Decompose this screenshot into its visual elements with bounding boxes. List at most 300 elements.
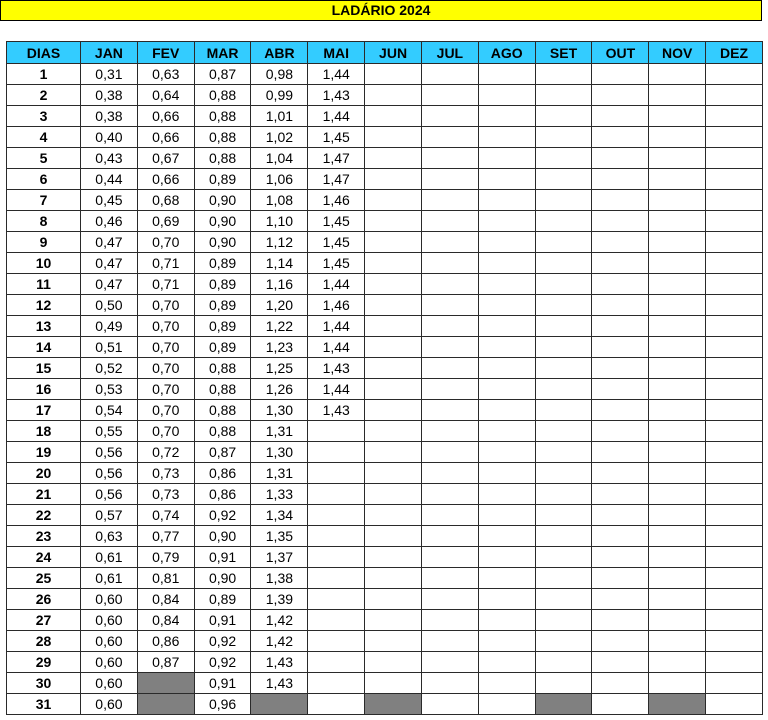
cell-mar: 0,90 — [194, 190, 251, 211]
cell-nov — [649, 127, 706, 148]
cell-jan: 0,61 — [81, 547, 138, 568]
cell-dez — [706, 694, 763, 715]
cell-fev: 0,66 — [137, 106, 194, 127]
cell-jan: 0,60 — [81, 610, 138, 631]
cell-mar: 0,92 — [194, 505, 251, 526]
cell-dez — [706, 295, 763, 316]
cell-jun — [365, 127, 422, 148]
cell-jul — [421, 232, 478, 253]
cell-dez — [706, 673, 763, 694]
cell-nov — [649, 631, 706, 652]
cell-jan: 0,63 — [81, 526, 138, 547]
cell-mar: 0,89 — [194, 295, 251, 316]
cell-jul — [421, 400, 478, 421]
cell-jul — [421, 190, 478, 211]
table-row — [7, 211, 763, 232]
cell-abr: 1,31 — [251, 421, 308, 442]
cell-dez — [706, 85, 763, 106]
cell-jan: 0,54 — [81, 400, 138, 421]
cell-dez — [706, 631, 763, 652]
cell-fev: 0,70 — [137, 295, 194, 316]
cell-set — [535, 442, 592, 463]
cell-out — [592, 148, 649, 169]
cell-nov — [649, 190, 706, 211]
cell-jun — [365, 400, 422, 421]
cell-set — [535, 463, 592, 484]
cell-out — [592, 358, 649, 379]
cell-ago — [478, 673, 535, 694]
cell-jun — [365, 547, 422, 568]
cell-nov — [649, 106, 706, 127]
cell-jul — [421, 316, 478, 337]
cell-jul — [421, 463, 478, 484]
cell-jan: 0,60 — [81, 652, 138, 673]
cell-mar: 0,86 — [194, 463, 251, 484]
header-dias: DIAS — [7, 42, 81, 64]
cell-jul — [421, 274, 478, 295]
day-cell: 21 — [7, 484, 81, 505]
table-row — [7, 232, 763, 253]
cell-mai: 1,45 — [308, 127, 365, 148]
cell-jun — [365, 211, 422, 232]
cell-abr: 1,02 — [251, 127, 308, 148]
day-cell: 22 — [7, 505, 81, 526]
day-cell: 9 — [7, 232, 81, 253]
cell-jan: 0,55 — [81, 421, 138, 442]
cell-dez — [706, 400, 763, 421]
cell-jul — [421, 148, 478, 169]
cell-fev: 0,79 — [137, 547, 194, 568]
cell-fev: 0,73 — [137, 484, 194, 505]
cell-mar: 0,89 — [194, 253, 251, 274]
cell-set — [535, 295, 592, 316]
cell-nov — [649, 64, 706, 85]
day-cell: 20 — [7, 463, 81, 484]
cell-jul — [421, 442, 478, 463]
cell-jun — [365, 694, 422, 715]
cell-ago — [478, 442, 535, 463]
cell-mai: 1,44 — [308, 316, 365, 337]
cell-fev: 0,70 — [137, 421, 194, 442]
cell-dez — [706, 190, 763, 211]
cell-jun — [365, 421, 422, 442]
cell-set — [535, 400, 592, 421]
cell-jan: 0,38 — [81, 106, 138, 127]
cell-fev: 0,67 — [137, 148, 194, 169]
cell-jan: 0,45 — [81, 190, 138, 211]
cell-nov — [649, 211, 706, 232]
header-nov: NOV — [649, 42, 706, 64]
cell-mai — [308, 442, 365, 463]
cell-abr: 1,30 — [251, 442, 308, 463]
cell-dez — [706, 526, 763, 547]
cell-dez — [706, 463, 763, 484]
cell-jun — [365, 652, 422, 673]
table-row — [7, 190, 763, 211]
cell-dez — [706, 589, 763, 610]
table-row — [7, 484, 763, 505]
cell-abr: 1,23 — [251, 337, 308, 358]
cell-fev: 0,64 — [137, 85, 194, 106]
cell-jul — [421, 610, 478, 631]
cell-ago — [478, 190, 535, 211]
cell-abr: 1,01 — [251, 106, 308, 127]
cell-jun — [365, 379, 422, 400]
cell-mai: 1,44 — [308, 64, 365, 85]
cell-ago — [478, 547, 535, 568]
cell-mar: 0,88 — [194, 358, 251, 379]
cell-fev: 0,70 — [137, 358, 194, 379]
cell-mar: 0,90 — [194, 568, 251, 589]
cell-dez — [706, 274, 763, 295]
cell-out — [592, 253, 649, 274]
cell-mar: 0,90 — [194, 211, 251, 232]
cell-abr: 1,04 — [251, 148, 308, 169]
cell-jan: 0,50 — [81, 295, 138, 316]
table-row — [7, 148, 763, 169]
day-cell: 30 — [7, 673, 81, 694]
cell-mai — [308, 673, 365, 694]
cell-jan: 0,52 — [81, 358, 138, 379]
cell-ago — [478, 85, 535, 106]
cell-mar: 0,88 — [194, 379, 251, 400]
cell-jan: 0,44 — [81, 169, 138, 190]
cell-mai: 1,44 — [308, 337, 365, 358]
table-row — [7, 127, 763, 148]
cell-set — [535, 673, 592, 694]
cell-mar: 0,91 — [194, 610, 251, 631]
header-mar: MAR — [194, 42, 251, 64]
cell-mar: 0,92 — [194, 631, 251, 652]
cell-ago — [478, 421, 535, 442]
cell-ago — [478, 148, 535, 169]
cell-out — [592, 610, 649, 631]
cell-jul — [421, 631, 478, 652]
cell-jun — [365, 589, 422, 610]
cell-dez — [706, 568, 763, 589]
cell-nov — [649, 379, 706, 400]
cell-fev: 0,86 — [137, 631, 194, 652]
cell-nov — [649, 673, 706, 694]
cell-dez — [706, 337, 763, 358]
cell-out — [592, 484, 649, 505]
day-cell: 12 — [7, 295, 81, 316]
cell-set — [535, 274, 592, 295]
cell-set — [535, 64, 592, 85]
cell-fev: 0,70 — [137, 316, 194, 337]
day-cell: 8 — [7, 211, 81, 232]
cell-jan: 0,60 — [81, 589, 138, 610]
cell-fev: 0,70 — [137, 400, 194, 421]
cell-abr: 1,20 — [251, 295, 308, 316]
day-cell: 14 — [7, 337, 81, 358]
cell-mar: 0,89 — [194, 316, 251, 337]
cell-mai: 1,44 — [308, 274, 365, 295]
cell-mar: 0,87 — [194, 64, 251, 85]
cell-nov — [649, 568, 706, 589]
header-dez: DEZ — [706, 42, 763, 64]
cell-abr: 1,42 — [251, 610, 308, 631]
cell-set — [535, 379, 592, 400]
table-row — [7, 358, 763, 379]
cell-out — [592, 442, 649, 463]
cell-jul — [421, 568, 478, 589]
cell-dez — [706, 505, 763, 526]
day-cell: 4 — [7, 127, 81, 148]
cell-ago — [478, 694, 535, 715]
cell-jul — [421, 526, 478, 547]
header-jan: JAN — [81, 42, 138, 64]
cell-mar: 0,89 — [194, 274, 251, 295]
table-row — [7, 295, 763, 316]
day-cell: 27 — [7, 610, 81, 631]
cell-dez — [706, 211, 763, 232]
day-cell: 5 — [7, 148, 81, 169]
cell-dez — [706, 652, 763, 673]
cell-dez — [706, 379, 763, 400]
cell-jan: 0,47 — [81, 274, 138, 295]
cell-jan: 0,60 — [81, 694, 138, 715]
day-cell: 31 — [7, 694, 81, 715]
cell-out — [592, 190, 649, 211]
day-cell: 29 — [7, 652, 81, 673]
cell-jan: 0,56 — [81, 442, 138, 463]
cell-dez — [706, 610, 763, 631]
cell-nov — [649, 295, 706, 316]
table-row — [7, 274, 763, 295]
cell-abr: 1,37 — [251, 547, 308, 568]
cell-jun — [365, 232, 422, 253]
cell-fev: 0,81 — [137, 568, 194, 589]
cell-abr: 1,42 — [251, 631, 308, 652]
table-row — [7, 568, 763, 589]
day-cell: 17 — [7, 400, 81, 421]
table-row — [7, 442, 763, 463]
cell-ago — [478, 379, 535, 400]
cell-set — [535, 694, 592, 715]
cell-mai — [308, 610, 365, 631]
cell-nov — [649, 232, 706, 253]
cell-fev: 0,71 — [137, 253, 194, 274]
cell-out — [592, 589, 649, 610]
cell-out — [592, 295, 649, 316]
table-row — [7, 526, 763, 547]
cell-jul — [421, 337, 478, 358]
cell-mar: 0,96 — [194, 694, 251, 715]
cell-ago — [478, 64, 535, 85]
cell-out — [592, 526, 649, 547]
cell-nov — [649, 694, 706, 715]
cell-nov — [649, 316, 706, 337]
table-body — [7, 64, 763, 715]
cell-out — [592, 463, 649, 484]
cell-nov — [649, 400, 706, 421]
cell-abr: 0,99 — [251, 85, 308, 106]
table-row — [7, 589, 763, 610]
cell-abr: 1,25 — [251, 358, 308, 379]
cell-mai — [308, 589, 365, 610]
cell-jun — [365, 463, 422, 484]
cell-set — [535, 358, 592, 379]
cell-out — [592, 274, 649, 295]
cell-out — [592, 379, 649, 400]
cell-mai — [308, 421, 365, 442]
cell-set — [535, 127, 592, 148]
cell-abr: 1,16 — [251, 274, 308, 295]
table-row — [7, 463, 763, 484]
cell-jun — [365, 568, 422, 589]
cell-mar: 0,86 — [194, 484, 251, 505]
cell-out — [592, 421, 649, 442]
cell-out — [592, 505, 649, 526]
cell-jun — [365, 169, 422, 190]
cell-nov — [649, 505, 706, 526]
cell-abr: 1,33 — [251, 484, 308, 505]
cell-fev: 0,70 — [137, 337, 194, 358]
day-cell: 25 — [7, 568, 81, 589]
cell-mar: 0,88 — [194, 106, 251, 127]
cell-fev: 0,71 — [137, 274, 194, 295]
cell-jul — [421, 169, 478, 190]
day-cell: 24 — [7, 547, 81, 568]
cell-fev — [137, 673, 194, 694]
day-cell: 10 — [7, 253, 81, 274]
header-out: OUT — [592, 42, 649, 64]
cell-jul — [421, 127, 478, 148]
cell-ago — [478, 253, 535, 274]
cell-mai: 1,47 — [308, 169, 365, 190]
day-cell: 1 — [7, 64, 81, 85]
header-mai: MAI — [308, 42, 365, 64]
table-row — [7, 169, 763, 190]
cell-mai: 1,45 — [308, 211, 365, 232]
cell-set — [535, 316, 592, 337]
cell-mar: 0,90 — [194, 526, 251, 547]
cell-dez — [706, 547, 763, 568]
cell-ago — [478, 526, 535, 547]
cell-jun — [365, 253, 422, 274]
table-row — [7, 610, 763, 631]
cell-fev: 0,84 — [137, 589, 194, 610]
table-row — [7, 64, 763, 85]
cell-mai: 1,43 — [308, 400, 365, 421]
cell-out — [592, 400, 649, 421]
cell-mar: 0,91 — [194, 673, 251, 694]
cell-mai: 1,43 — [308, 85, 365, 106]
cell-mai — [308, 631, 365, 652]
cell-dez — [706, 442, 763, 463]
cell-jan: 0,49 — [81, 316, 138, 337]
cell-jan: 0,53 — [81, 379, 138, 400]
table-row — [7, 547, 763, 568]
cell-mar: 0,88 — [194, 85, 251, 106]
cell-abr: 1,43 — [251, 652, 308, 673]
cell-mai: 1,46 — [308, 190, 365, 211]
cell-set — [535, 568, 592, 589]
cell-set — [535, 106, 592, 127]
cell-set — [535, 85, 592, 106]
cell-abr: 1,34 — [251, 505, 308, 526]
cell-jul — [421, 253, 478, 274]
cell-ago — [478, 232, 535, 253]
cell-set — [535, 169, 592, 190]
header-ago: AGO — [478, 42, 535, 64]
cell-set — [535, 190, 592, 211]
cell-dez — [706, 316, 763, 337]
cell-ago — [478, 568, 535, 589]
cell-abr: 1,26 — [251, 379, 308, 400]
header-row — [7, 42, 763, 64]
cell-dez — [706, 148, 763, 169]
cell-mai: 1,45 — [308, 253, 365, 274]
cell-jan: 0,31 — [81, 64, 138, 85]
cell-abr: 1,35 — [251, 526, 308, 547]
cell-mar: 0,92 — [194, 652, 251, 673]
cell-abr: 1,22 — [251, 316, 308, 337]
table-row — [7, 421, 763, 442]
cell-mai: 1,45 — [308, 232, 365, 253]
cell-jan: 0,56 — [81, 463, 138, 484]
day-cell: 2 — [7, 85, 81, 106]
cell-set — [535, 484, 592, 505]
cell-nov — [649, 169, 706, 190]
cell-jan: 0,47 — [81, 253, 138, 274]
cell-ago — [478, 274, 535, 295]
cell-ago — [478, 316, 535, 337]
cell-nov — [649, 337, 706, 358]
cell-jun — [365, 85, 422, 106]
cell-jul — [421, 694, 478, 715]
sheet-title: LADÁRIO 2024 — [0, 0, 762, 21]
cell-mai — [308, 484, 365, 505]
cell-mar: 0,90 — [194, 232, 251, 253]
cell-jul — [421, 589, 478, 610]
cell-jul — [421, 358, 478, 379]
cell-jun — [365, 274, 422, 295]
cell-fev: 0,73 — [137, 463, 194, 484]
cell-abr: 1,38 — [251, 568, 308, 589]
table-row — [7, 505, 763, 526]
cell-ago — [478, 358, 535, 379]
cell-mai — [308, 694, 365, 715]
day-cell: 11 — [7, 274, 81, 295]
cell-jan: 0,56 — [81, 484, 138, 505]
cell-jul — [421, 484, 478, 505]
cell-out — [592, 316, 649, 337]
cell-jan: 0,40 — [81, 127, 138, 148]
cell-mar: 0,88 — [194, 148, 251, 169]
cell-set — [535, 610, 592, 631]
cell-abr: 1,08 — [251, 190, 308, 211]
cell-ago — [478, 337, 535, 358]
cell-nov — [649, 526, 706, 547]
cell-nov — [649, 85, 706, 106]
cell-jul — [421, 547, 478, 568]
cell-set — [535, 589, 592, 610]
cell-jan: 0,61 — [81, 568, 138, 589]
cell-ago — [478, 463, 535, 484]
cell-ago — [478, 400, 535, 421]
day-cell: 23 — [7, 526, 81, 547]
cell-ago — [478, 505, 535, 526]
cell-fev: 0,66 — [137, 127, 194, 148]
cell-mar: 0,89 — [194, 589, 251, 610]
day-cell: 26 — [7, 589, 81, 610]
cell-dez — [706, 169, 763, 190]
cell-jan: 0,51 — [81, 337, 138, 358]
cell-set — [535, 631, 592, 652]
cell-set — [535, 232, 592, 253]
